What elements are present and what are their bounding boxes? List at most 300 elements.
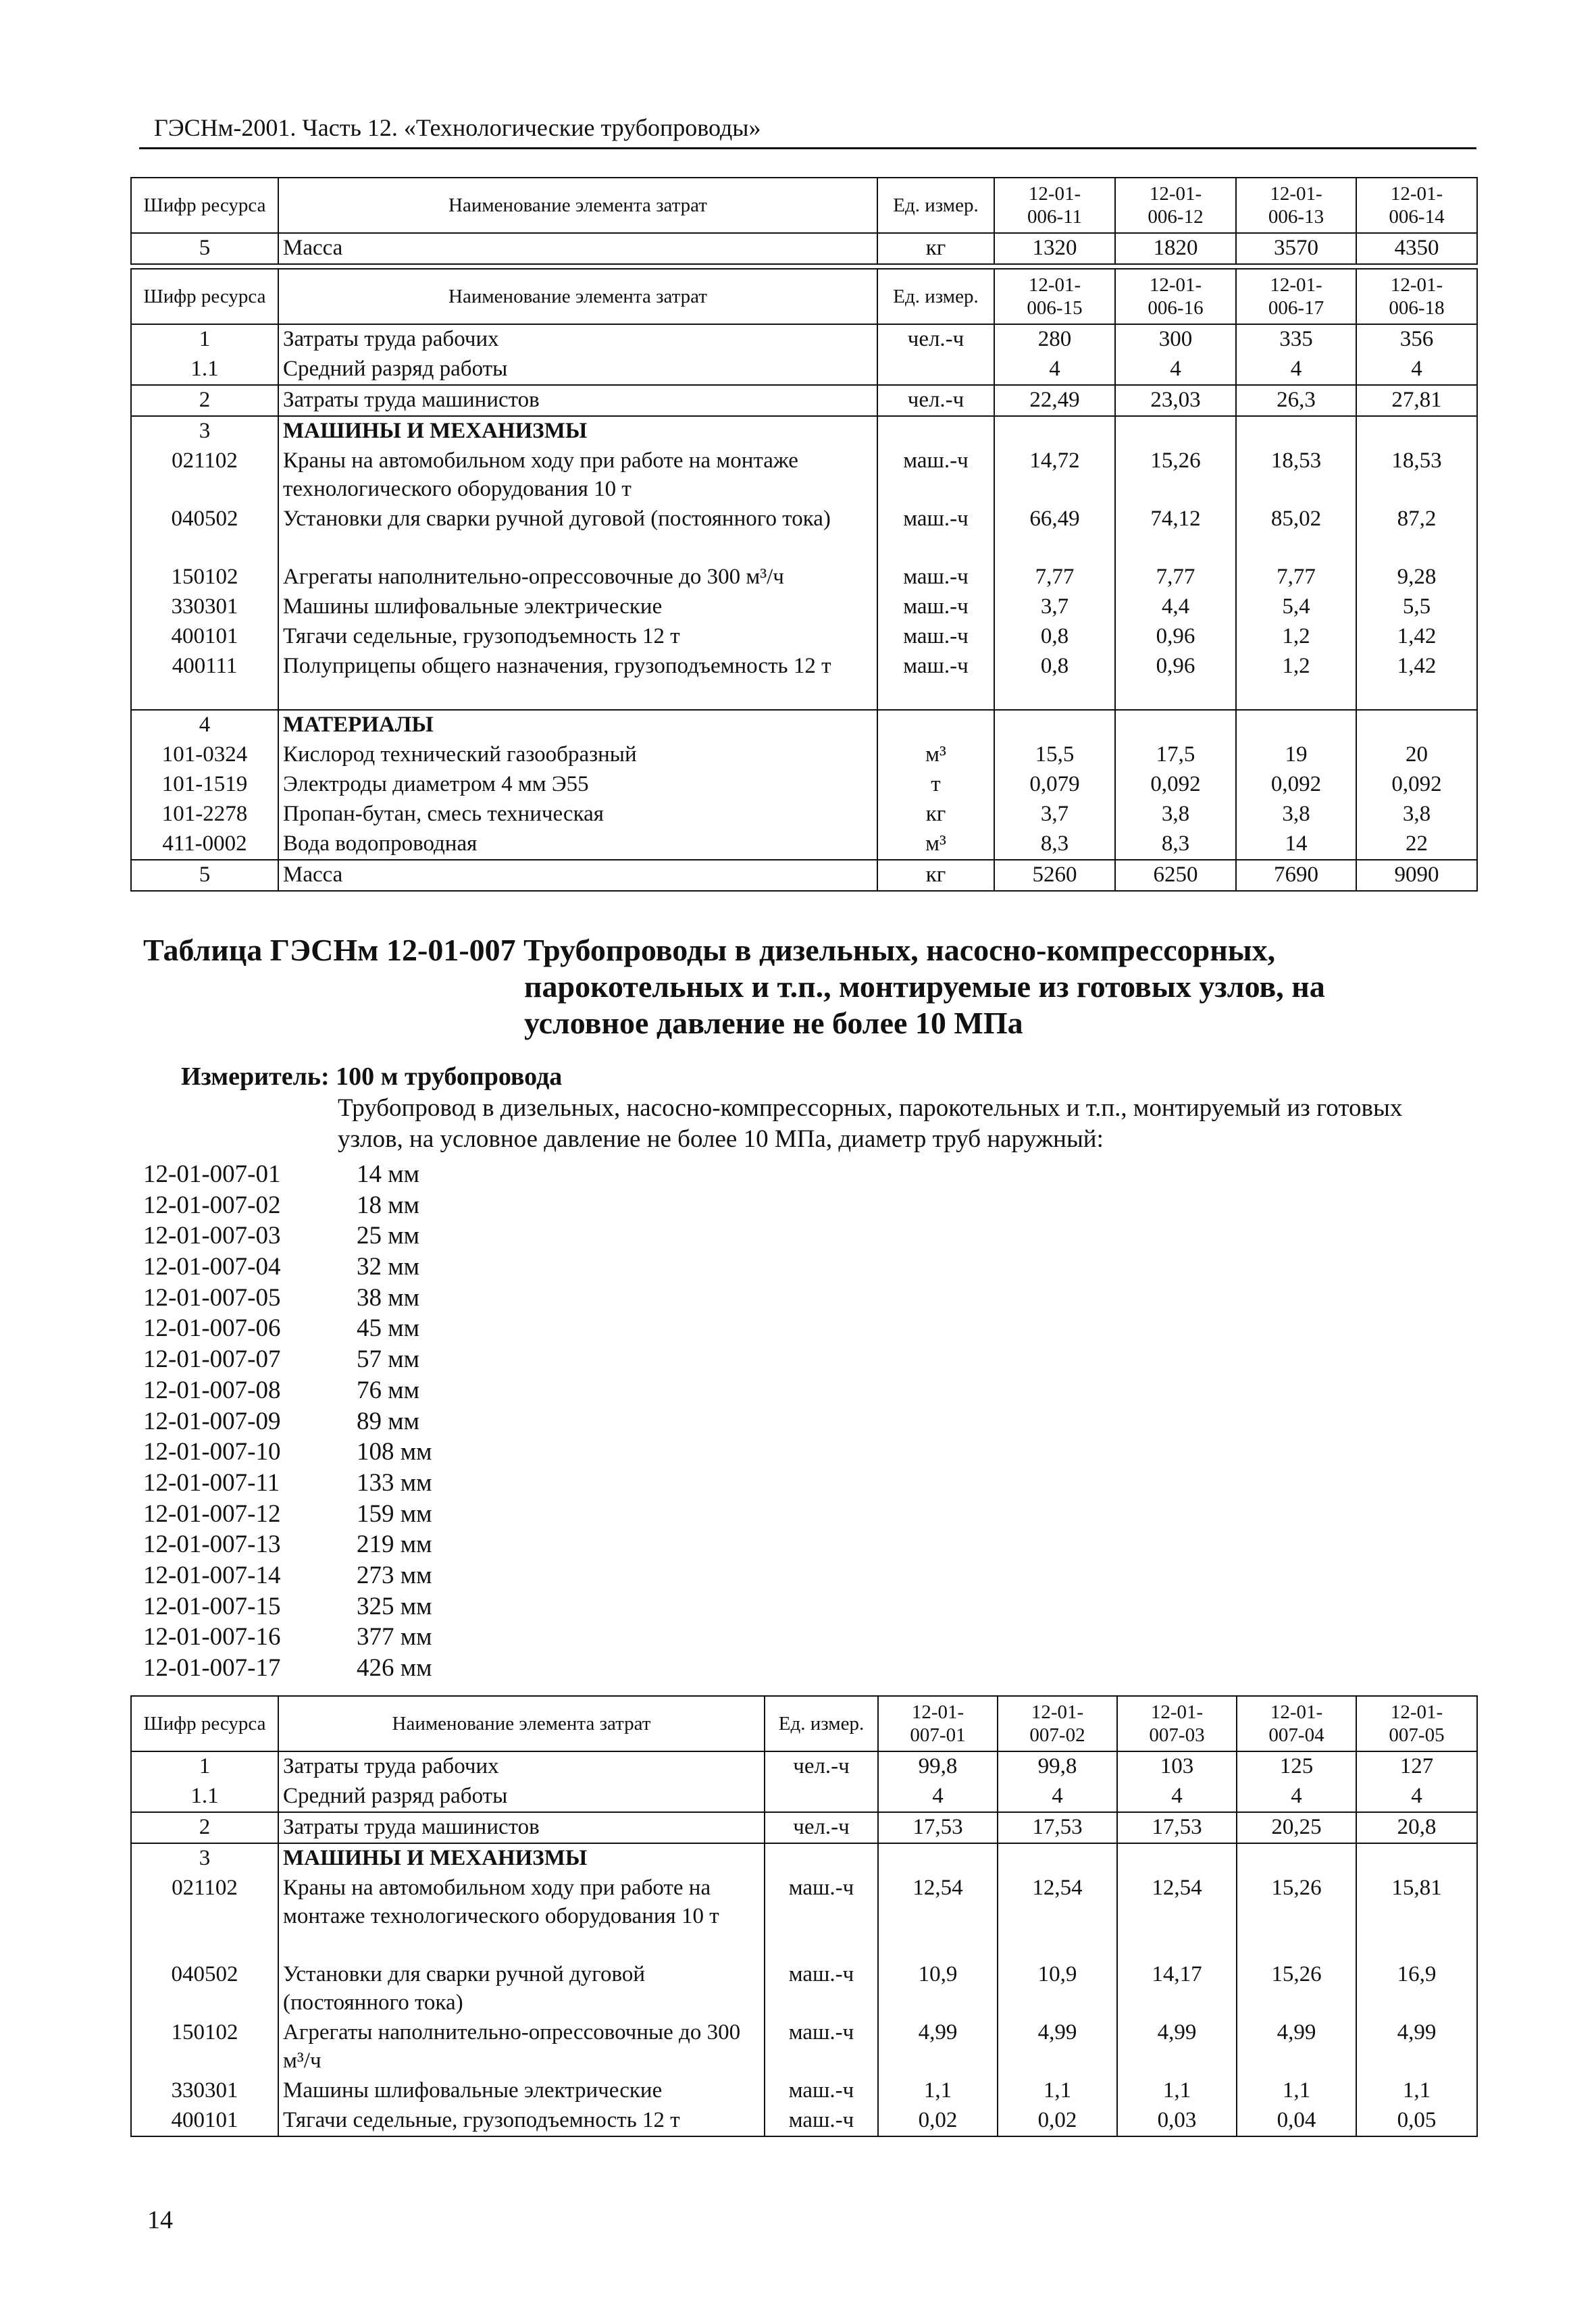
resource-value: 14,17 [1117,1960,1237,2018]
resource-code: 1.1 [131,355,278,385]
header-name: Наименование элемента затрат [278,178,877,233]
header-column-code [1356,178,1477,233]
variant-diameter: 159 мм [357,1499,432,1528]
header-name: Наименование элемента затрат [278,1696,765,1751]
resource-value: 4,4 [1115,592,1236,622]
resource-value: 85,02 [1236,505,1356,563]
resource-name: Электроды диаметром 4 мм Э55 [278,770,877,800]
resource-name: Машины шлифовальные электрические [278,2076,765,2106]
header-column-code [878,1696,998,1751]
resource-unit: чел.-ч [877,385,994,416]
variant-code: 12-01-007-08 [143,1376,281,1404]
resource-code: 040502 [131,1960,278,2018]
resource-unit: маш.-ч [765,2018,878,2076]
resource-value: 99,8 [998,1751,1117,1782]
variant-row [143,1220,432,1252]
resource-value: 3,8 [1115,800,1236,829]
resource-value: 4 [1356,355,1477,385]
resource-value: 125 [1237,1751,1356,1782]
resource-unit: маш.-ч [765,2106,878,2136]
resource-value: 87,2 [1356,505,1477,563]
variant-row [143,1529,432,1560]
resource-value: 4 [1356,1782,1477,1812]
resource-value: 0,092 [1356,770,1477,800]
variant-row [143,1252,432,1283]
table-row [131,710,1477,740]
variant-code: 12-01-007-04 [143,1253,281,1281]
resource-value: 335 [1236,324,1356,355]
resource-value: 1,1 [1237,2076,1356,2106]
table-row [131,592,1477,622]
resource-value: 4 [1117,1782,1237,1812]
resource-value: 300 [1115,324,1236,355]
variant-code: 12-01-007-06 [143,1314,281,1343]
running-header: ГЭСНм-2001. Часть 12. «Технологические трубопроводы» [154,114,761,141]
resource-value [1237,1843,1356,1874]
variant-diameter: 219 мм [357,1531,432,1559]
resource-value: 22 [1356,829,1477,860]
resource-code: 021102 [131,1874,278,1960]
header-column-code [998,1696,1117,1751]
column-code-part: 12-01- [1390,183,1443,205]
header-unit: Ед. измер. [877,178,994,233]
resource-value [994,710,1115,740]
table-row [131,2076,1477,2106]
table-row [131,1843,1477,1874]
header-code: Шифр ресурса [131,178,278,233]
meter-label: Измеритель: 100 м трубопровода [181,1062,563,1091]
column-code-part: 006-11 [1027,206,1083,228]
resource-value: 1,1 [878,2076,998,2106]
resource-code: 150102 [131,563,278,592]
variant-code: 12-01-007-17 [143,1654,281,1682]
table-row [131,622,1477,652]
column-code-part: 12-01- [1149,274,1202,296]
resource-value: 4,99 [1117,2018,1237,2076]
resource-value [878,1843,998,1874]
table-row [131,355,1477,385]
resource-value: 17,53 [878,1812,998,1843]
resource-value [998,1843,1117,1874]
column-code-part: 12-01- [1028,183,1081,205]
resource-unit: маш.-ч [877,505,994,563]
resource-name: МАШИНЫ И МЕХАНИЗМЫ [278,416,877,446]
resource-value: 16,9 [1356,1960,1477,2018]
resource-code: 101-2278 [131,800,278,829]
resource-value: 1,1 [998,2076,1117,2106]
table-row [131,1960,1477,2018]
resource-value [1115,710,1236,740]
resource-value: 1,42 [1356,622,1477,652]
variant-code: 12-01-007-10 [143,1438,281,1466]
column-code-part: 007-05 [1389,1724,1445,1746]
resource-unit: маш.-ч [765,1874,878,1960]
variant-diameter: 108 мм [357,1438,432,1466]
resource-unit: м³ [877,740,994,770]
resource-name: Вода водопроводная [278,829,877,860]
column-code-part: 006-16 [1148,297,1204,319]
resource-code: 101-1519 [131,770,278,800]
table-title-line-2: парокотельных и т.п., монтируемые из готовых узлов, на [524,969,1325,1004]
resource-value: 0,8 [994,622,1115,652]
variant-row [143,1190,432,1221]
variant-row [143,1560,432,1591]
resource-value: 0,8 [994,652,1115,710]
resource-value: 127 [1356,1751,1477,1782]
table-row [131,233,1477,264]
resource-value: 3,7 [994,592,1115,622]
column-code-part: 007-03 [1149,1724,1205,1746]
resource-value: 4,99 [998,2018,1117,2076]
resource-value: 8,3 [1115,829,1236,860]
variant-row [143,1375,432,1406]
column-code-part: 12-01- [1270,274,1322,296]
resource-value: 17,53 [1117,1812,1237,1843]
resource-value: 3570 [1236,233,1356,264]
resource-name: Кислород технический газообразный [278,740,877,770]
variant-row [143,1313,432,1344]
resource-value: 26,3 [1236,385,1356,416]
header-column-code [994,269,1115,324]
variant-diameter: 57 мм [357,1345,420,1374]
resource-value: 0,03 [1117,2106,1237,2136]
header-column-code [1356,269,1477,324]
resource-name: МАТЕРИАЛЫ [278,710,877,740]
variant-row [143,1591,432,1622]
table-row [131,446,1477,505]
resource-value: 15,5 [994,740,1115,770]
variant-code: 12-01-007-01 [143,1160,281,1188]
resource-value: 4 [1236,355,1356,385]
resource-table-006-11-14 [130,177,1478,265]
resource-code: 040502 [131,505,278,563]
variant-code: 12-01-007-12 [143,1499,281,1528]
resource-name: МАШИНЫ И МЕХАНИЗМЫ [278,1843,765,1874]
resource-unit: маш.-ч [877,446,994,505]
resource-value: 1,2 [1236,652,1356,710]
variant-diameter: 133 мм [357,1468,432,1497]
resource-value: 15,26 [1237,1960,1356,2018]
resource-value: 0,02 [878,2106,998,2136]
resource-value: 1,1 [1117,2076,1237,2106]
variant-row [143,1159,432,1190]
variant-diameter: 18 мм [357,1191,420,1219]
variant-row [143,1406,432,1437]
resource-value: 4 [1115,355,1236,385]
resource-code: 3 [131,416,278,446]
header-column-code [1236,178,1356,233]
table-row [131,385,1477,416]
resource-name: Средний разряд работы [278,1782,765,1812]
resource-code: 5 [131,860,278,891]
variant-diameter: 76 мм [357,1376,420,1404]
resource-value [1356,416,1477,446]
resource-name: Пропан-бутан, смесь техническая [278,800,877,829]
resource-code: 400101 [131,2106,278,2136]
resource-value: 20,8 [1356,1812,1477,1843]
table-row [131,1812,1477,1843]
table-row [131,2018,1477,2076]
resource-value: 280 [994,324,1115,355]
table-row [131,324,1477,355]
resource-value: 0,079 [994,770,1115,800]
table-row [131,740,1477,770]
resource-unit: маш.-ч [877,563,994,592]
resource-value: 0,96 [1115,652,1236,710]
column-code-part: 12-01- [1390,1701,1443,1723]
resource-unit: м³ [877,829,994,860]
header-column-code [994,178,1115,233]
resource-value: 1,1 [1356,2076,1477,2106]
variant-diameter: 25 мм [357,1222,420,1250]
table-row [131,2106,1477,2136]
resource-value: 4350 [1356,233,1477,264]
resource-value: 0,04 [1237,2106,1356,2136]
header-column-code [1237,1696,1356,1751]
resource-name: Масса [278,860,877,891]
column-code-part: 12-01- [1270,1701,1323,1723]
page-number: 14 [147,2206,173,2234]
resource-value: 20 [1356,740,1477,770]
resource-value: 3,8 [1356,800,1477,829]
table-row [131,1874,1477,1960]
intro-paragraph: Трубопровод в дизельных, насосно-компрессорных, парокотельных и т.п., монтируемый из готовых узлов, на условное давление не более 10 МПа, диаметр труб наружный: [338,1094,1403,1153]
header-code: Шифр ресурса [131,269,278,324]
variant-row [143,1283,432,1314]
column-code-part: 007-02 [1029,1724,1085,1746]
resource-value: 18,53 [1356,446,1477,505]
column-code-part: 12-01- [911,1701,964,1723]
resource-code: 400101 [131,622,278,652]
resource-value [1356,710,1477,740]
header-row [131,269,1477,324]
column-code-part: 12-01- [1149,183,1202,205]
header-name: Наименование элемента затрат [278,269,877,324]
resource-value: 14,72 [994,446,1115,505]
resource-code: 3 [131,1843,278,1874]
resource-value [994,416,1115,446]
variant-diameter: 14 мм [357,1160,420,1188]
variant-row [143,1653,432,1684]
resource-code: 4 [131,710,278,740]
column-code-part: 007-01 [910,1724,966,1746]
resource-value: 356 [1356,324,1477,355]
resource-value: 12,54 [998,1874,1117,1960]
resource-value: 0,05 [1356,2106,1477,2136]
resource-code: 330301 [131,2076,278,2106]
resource-code: 1.1 [131,1782,278,1812]
resource-value: 1,42 [1356,652,1477,710]
resource-value: 10,9 [878,1960,998,2018]
resource-value: 4,99 [1237,2018,1356,2076]
resource-value: 1820 [1115,233,1236,264]
resource-code: 021102 [131,446,278,505]
header-column-code [1115,269,1236,324]
resource-code: 2 [131,385,278,416]
resource-value: 17,5 [1115,740,1236,770]
column-code-part: 12-01- [1150,1701,1204,1723]
variant-row [143,1499,432,1530]
resource-value: 19 [1236,740,1356,770]
table-title-line-1: Таблица ГЭСНм 12-01-007 Трубопроводы в дизельных, насосно-компрессорных, [143,933,1276,967]
resource-value: 99,8 [878,1751,998,1782]
header-column-code [1115,178,1236,233]
variant-code: 12-01-007-02 [143,1191,281,1219]
variant-diameter: 89 мм [357,1407,420,1435]
table-row [131,1782,1477,1812]
resource-value: 5,5 [1356,592,1477,622]
resource-value: 5260 [994,860,1115,891]
variant-row [143,1344,432,1375]
table-title-line-3: условное давление не более 10 МПа [524,1006,1023,1040]
resource-unit: маш.-ч [765,1960,878,2018]
resource-code: 330301 [131,592,278,622]
resource-name: Установки для сварки ручной дуговой (постоянного тока) [278,1960,765,2018]
resource-name: Полуприцепы общего назначения, грузоподъемность 12 т [278,652,877,710]
resource-value: 9,28 [1356,563,1477,592]
resource-name: Краны на автомобильном ходу при работе на монтаже технологического оборудования 10 т [278,446,877,505]
variant-diameter: 377 мм [357,1623,432,1651]
table-row [131,416,1477,446]
resource-value: 6250 [1115,860,1236,891]
variant-diameter: 325 мм [357,1592,432,1620]
table-row [131,770,1477,800]
table-row [131,505,1477,563]
header-row [131,1696,1477,1751]
column-code-part: 006-13 [1268,206,1324,228]
variant-row [143,1622,432,1653]
column-code-part: 12-01- [1031,1701,1084,1723]
resource-value: 7,77 [1236,563,1356,592]
resource-value: 103 [1117,1751,1237,1782]
resource-value: 10,9 [998,1960,1117,2018]
resource-name: Масса [278,233,877,264]
column-code-part: 12-01- [1028,274,1081,296]
resource-value [1117,1843,1237,1874]
resource-name: Агрегаты наполнительно-опрессовочные до 300 м³/ч [278,2018,765,2076]
resource-name: Краны на автомобильном ходу при работе на монтаже технологического оборудования 10 т [278,1874,765,1960]
resource-name: Затраты труда машинистов [278,1812,765,1843]
column-code-part: 12-01- [1390,274,1443,296]
header-column-code [1356,1696,1477,1751]
resource-name: Затраты труда машинистов [278,385,877,416]
resource-name: Установки для сварки ручной дуговой (постоянного тока) [278,505,877,563]
table-row [131,829,1477,860]
header-rule [139,147,1476,149]
resource-name: Затраты труда рабочих [278,324,877,355]
resource-value: 3,8 [1236,800,1356,829]
resource-unit [765,1782,878,1812]
column-code-part: 006-18 [1389,297,1445,319]
resource-unit [877,355,994,385]
resource-unit: чел.-ч [877,324,994,355]
resource-name: Средний разряд работы [278,355,877,385]
resource-unit: кг [877,233,994,264]
resource-value: 23,03 [1115,385,1236,416]
resource-name: Агрегаты наполнительно-опрессовочные до 300 м³/ч [278,563,877,592]
resource-value: 15,26 [1115,446,1236,505]
resource-value: 12,54 [878,1874,998,1960]
resource-name: Затраты труда рабочих [278,1751,765,1782]
resource-unit: чел.-ч [765,1812,878,1843]
column-code-part: 006-17 [1268,297,1324,319]
header-unit: Ед. измер. [765,1696,878,1751]
resource-value: 0,092 [1115,770,1236,800]
table-row [131,1751,1477,1782]
resource-unit: кг [877,860,994,891]
resource-unit: т [877,770,994,800]
header-column-code [1117,1696,1237,1751]
resource-value [1236,416,1356,446]
resource-table-007-01-05 [130,1695,1478,2137]
variant-code: 12-01-007-14 [143,1561,281,1589]
resource-value: 4 [1237,1782,1356,1812]
variant-code: 12-01-007-16 [143,1623,281,1651]
resource-value: 0,02 [998,2106,1117,2136]
resource-value: 0,092 [1236,770,1356,800]
resource-value: 20,25 [1237,1812,1356,1843]
resource-value: 7,77 [994,563,1115,592]
resource-value: 3,7 [994,800,1115,829]
resource-value: 8,3 [994,829,1115,860]
resource-code: 5 [131,233,278,264]
variant-code: 12-01-007-13 [143,1531,281,1559]
table-row [131,563,1477,592]
table-row [131,860,1477,891]
resource-unit: маш.-ч [765,2076,878,2106]
column-code-part: 006-12 [1148,206,1204,228]
variant-row [143,1468,432,1499]
resource-value: 4 [998,1782,1117,1812]
resource-unit: маш.-ч [877,652,994,710]
resource-table-006-15-18 [130,268,1478,892]
resource-unit [877,416,994,446]
resource-unit: кг [877,800,994,829]
header-row [131,178,1477,233]
resource-value: 5,4 [1236,592,1356,622]
variant-diameter: 32 мм [357,1253,420,1281]
resource-code: 2 [131,1812,278,1843]
variant-list [143,1159,432,1684]
variant-diameter: 45 мм [357,1314,420,1343]
resource-value: 12,54 [1117,1874,1237,1960]
resource-value: 7690 [1236,860,1356,891]
column-code-part: 006-14 [1389,206,1445,228]
column-code-part: 007-04 [1268,1724,1324,1746]
resource-value: 15,81 [1356,1874,1477,1960]
resource-unit [877,710,994,740]
resource-unit [765,1843,878,1874]
table-row [131,652,1477,710]
variant-code: 12-01-007-15 [143,1592,281,1620]
resource-value: 4,99 [878,2018,998,2076]
resource-value: 4 [878,1782,998,1812]
resource-value: 66,49 [994,505,1115,563]
variant-diameter: 273 мм [357,1561,432,1589]
variant-code: 12-01-007-11 [143,1468,280,1497]
resource-unit: чел.-ч [765,1751,878,1782]
resource-value: 1,2 [1236,622,1356,652]
resource-value: 15,26 [1237,1874,1356,1960]
resource-name: Тягачи седельные, грузоподъемность 12 т [278,622,877,652]
header-code: Шифр ресурса [131,1696,278,1751]
variant-row [143,1437,432,1468]
resource-code: 400111 [131,652,278,710]
resource-unit: маш.-ч [877,592,994,622]
resource-code: 411-0002 [131,829,278,860]
resource-value: 1320 [994,233,1115,264]
column-code-part: 006-15 [1027,297,1083,319]
